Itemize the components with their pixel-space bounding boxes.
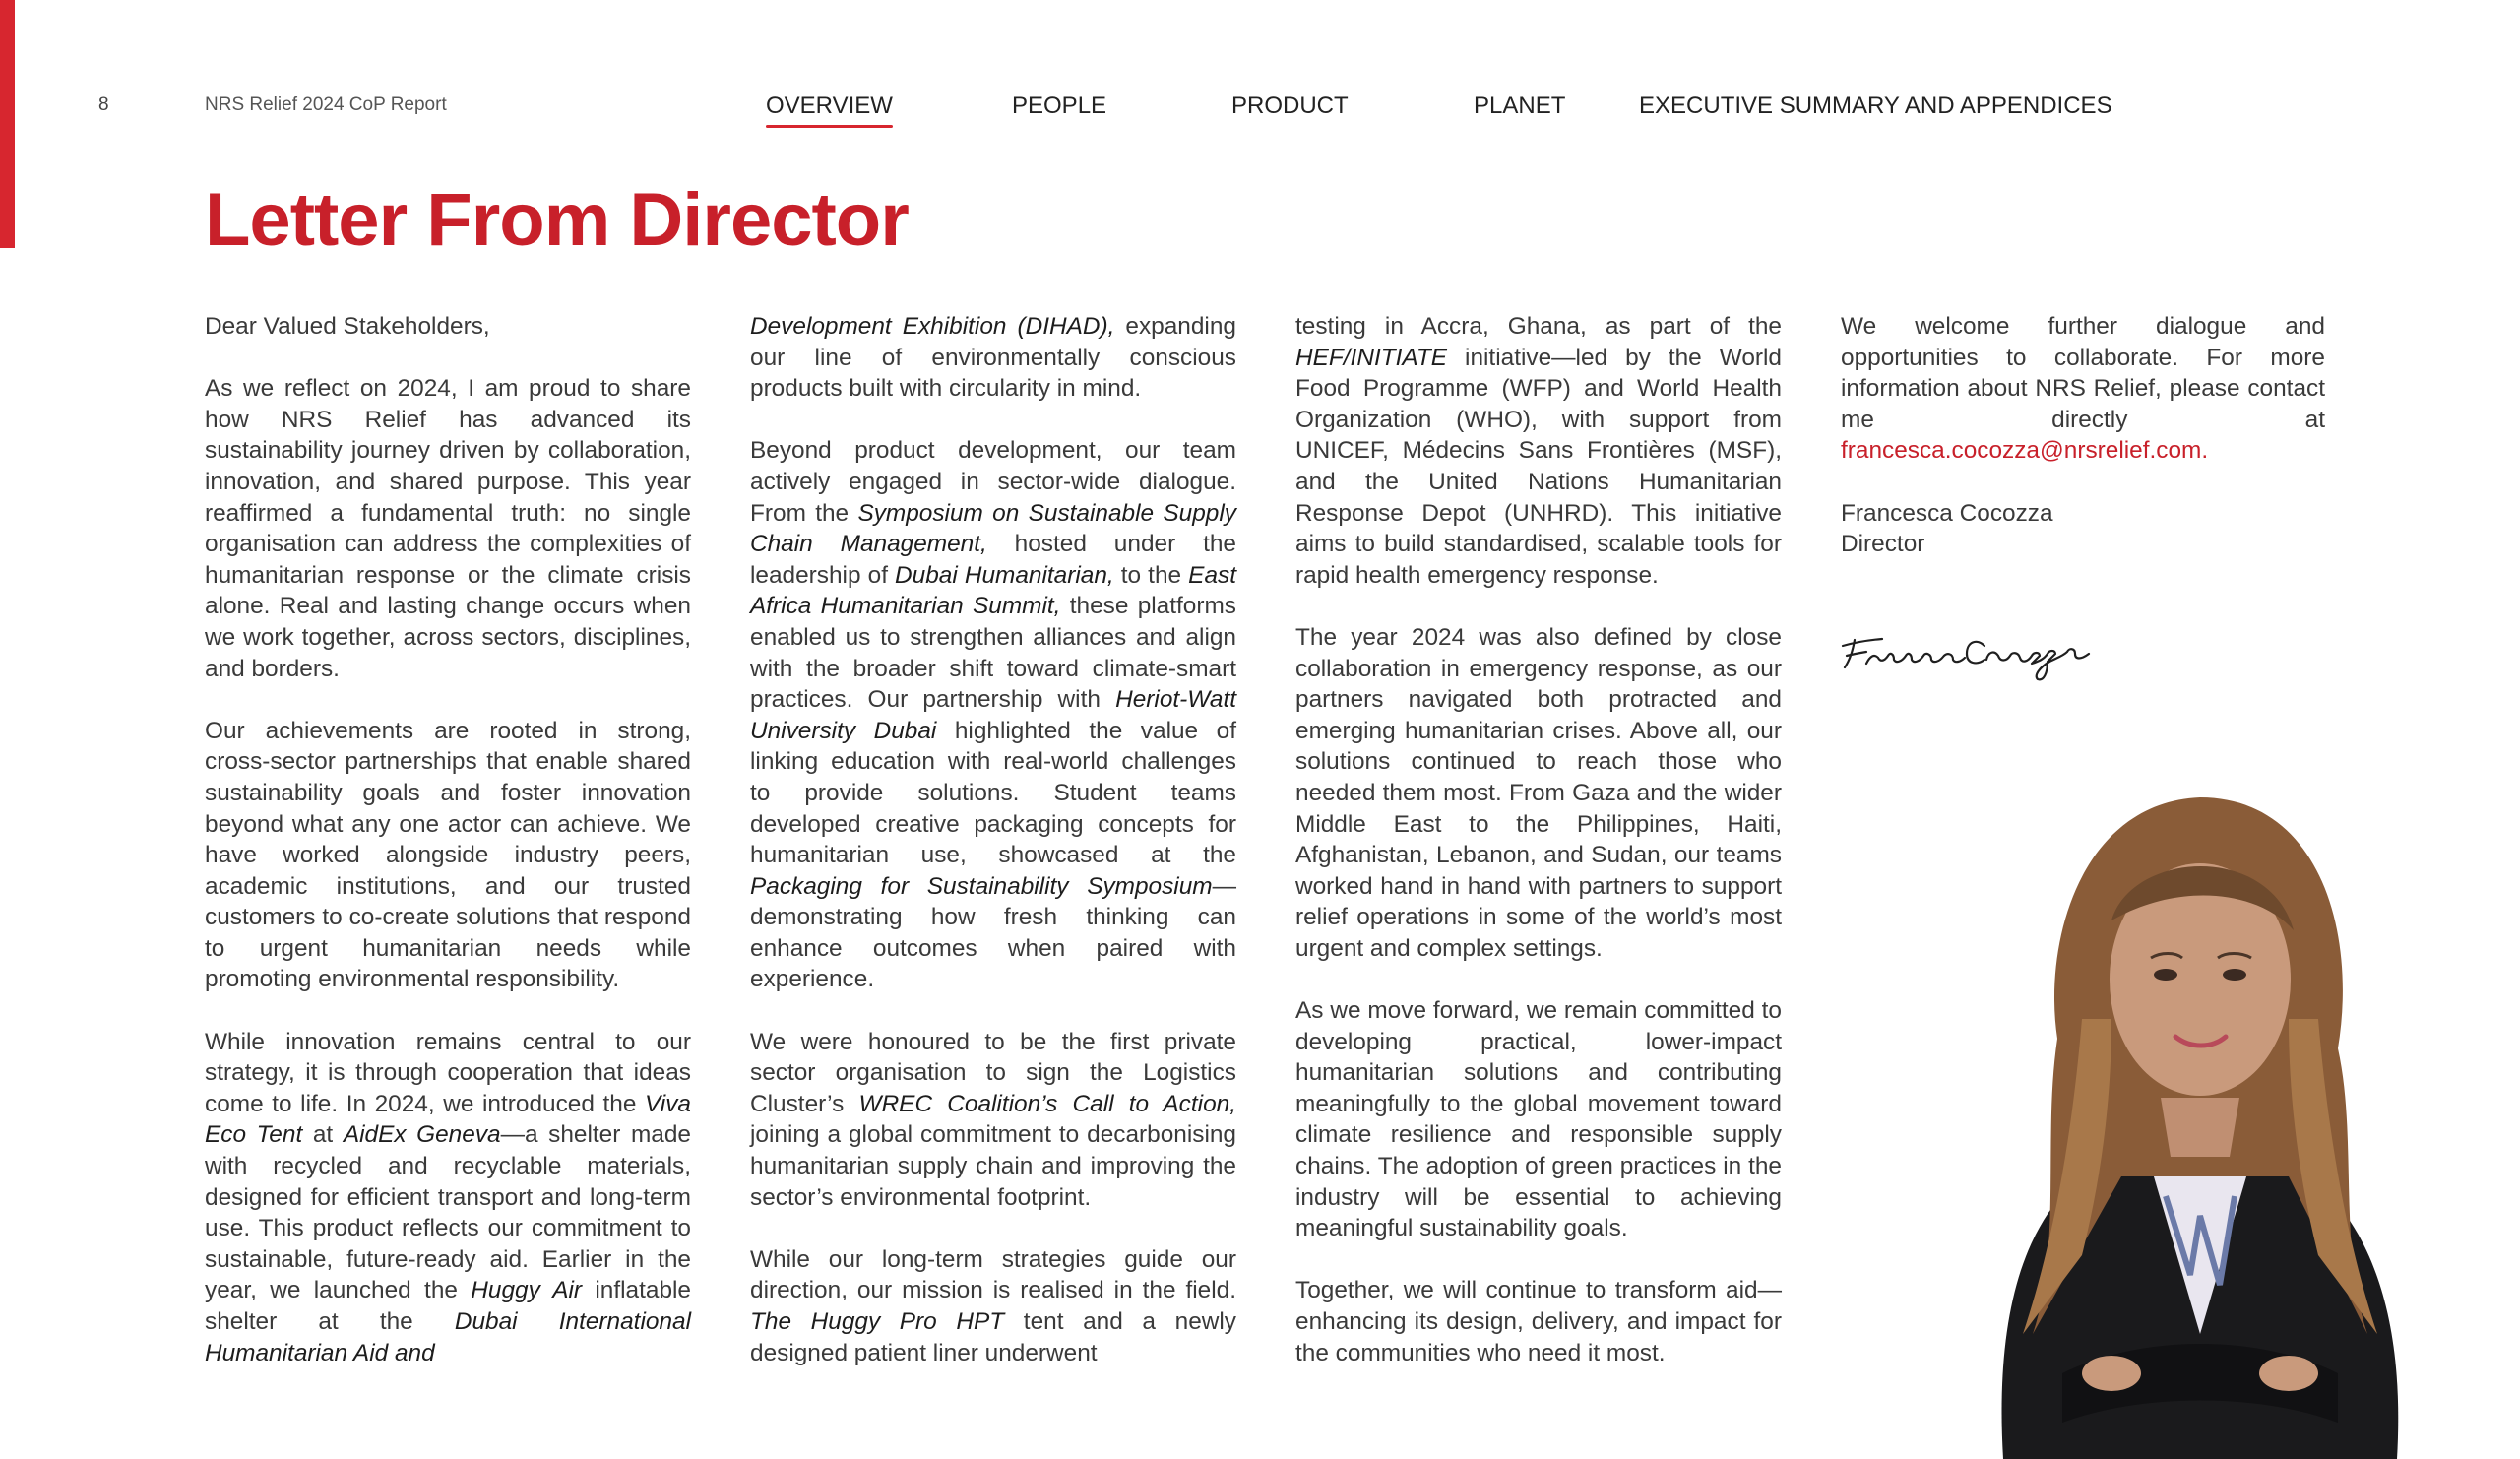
director-portrait <box>1964 783 2426 1459</box>
paragraph: Together, we will continue to transform aid—enhancing its design, delivery, and impact for the communities who need it most. <box>1295 1277 1782 1366</box>
letter-column-3 <box>1295 311 1782 1368</box>
nav-overview[interactable]: OVERVIEW <box>766 93 893 119</box>
paragraph: We were honoured to be the first private sector organisation to sign the Logistics Cluster’s WREC Coalition’s Call to Action, joining a global commitment to decarbonising humanitarian supply chain and improving the sector’s environmental footprint. <box>750 1028 1236 1211</box>
paragraph: testing in Accra, Ghana, as part of the HEF/INITIATE initiative—led by the World Food Programme (WFP) and World Health Organization (WHO), with support from UNICEF, Médecins Sans Frontières (MSF), and the United Nations Humanitarian Response Depot (UNHRD). This initiative aims to build standardised, scalable tools for rapid health emergency response. <box>1295 313 1782 589</box>
paragraph: Development Exhibition (DIHAD), expanding our line of environmentally conscious products built with circularity in mind. <box>750 313 1236 403</box>
letter-column-2 <box>750 311 1236 1368</box>
signature-block <box>1841 498 2325 560</box>
paragraph: Beyond product development, our team actively engaged in sector-wide dialogue. From the Symposium on Sustainable Supply Chain Management, hosted under the leadership of Dubai Humanitarian, to the East Africa Humanitarian Summit, these platforms enabled us to strengthen alliances and align with the broader shift toward climate-smart practices. Our partnership with Heriot-Watt University Dubai highlighted the value of linking education with real-world challenges to provide solutions. Student teams developed creative packaging concepts for humanitarian use, showcased at the Packaging for Sustainability Symposium—demonstrating how fresh thinking can enhance outcomes when paired with experience. <box>750 437 1236 993</box>
nav-planet[interactable]: PLANET <box>1474 93 1566 119</box>
letter-column-1 <box>205 311 691 1368</box>
paragraph: As we reflect on 2024, I am proud to share how NRS Relief has advanced its sustainability journey driven by collaboration, innovation, and shared purpose. This year reaffirmed a fundamental truth: no single organisation can address the complexities of humanitarian response or the climate crisis alone. Real and lasting change occurs when we work together, across sectors, disciplines, and borders. <box>205 375 691 682</box>
signatory-role: Director <box>1841 531 1925 558</box>
page-number: 8 <box>98 95 109 115</box>
paragraph: The year 2024 was also defined by close collaboration in emergency response, as our partners navigated both protracted and emerging humanitarian crises. Above all, our solutions continued to reach those who needed them most. From Gaza and the wider Middle East to the Philippines, Haiti, Afghanistan, Lebanon, and Sudan, our teams worked hand in hand with partners to support relief operations in some of the world’s most urgent and complex settings. <box>1295 623 1782 962</box>
paragraph: As we move forward, we remain committed to developing practical, lower-impact humanitarian solutions and contributing meaningfully to the global movement toward climate resilience and responsible supply chains. The adoption of green practices in the industry will be essential to achieving meaningful sustainability goals. <box>1295 997 1782 1242</box>
signatory-name: Francesca Cocozza <box>1841 499 2053 527</box>
greeting: Dear Valued Stakeholders, <box>205 313 490 340</box>
letter-column-4 <box>1841 311 2325 560</box>
paragraph: While innovation remains central to our strategy, it is through cooperation that ideas come to life. In 2024, we introduced the Viva Eco Tent at AidEx Geneva—a shelter made with recycled and recyclable materials, designed for efficient transport and long-term use. This product reflects our commitment to sustainable, future-ready aid. Earlier in the year, we launched the Huggy Air inflatable shelter at the Dubai International Humanitarian Aid and <box>205 1028 691 1366</box>
top-navigation <box>0 93 2520 132</box>
document-title: NRS Relief 2024 CoP Report <box>205 95 447 115</box>
nav-product[interactable]: PRODUCT <box>1231 93 1349 119</box>
paragraph: We welcome further dialogue and opportunities to collaborate. For more information about NRS Relief, please contact me directly at francesca.cocozza@nrsrelief.com. <box>1841 313 2325 465</box>
paragraph: Our achievements are rooted in strong, cross-sector partnerships that enable shared sustainability goals and foster innovation beyond what any one actor can achieve. We have worked alongside industry peers, academic institutions, and our trusted customers to co-create solutions that respond to urgent humanitarian needs while promoting environmental responsibility. <box>205 717 691 993</box>
page-heading: Letter From Director <box>205 178 909 262</box>
nav-people[interactable]: PEOPLE <box>1012 93 1107 119</box>
paragraph: While our long-term strategies guide our direction, our mission is realised in the field. The Huggy Pro HPT tent and a newly designed patient liner underwent <box>750 1245 1236 1366</box>
nav-executive-summary[interactable]: EXECUTIVE SUMMARY AND APPENDICES <box>1639 93 2112 119</box>
handwritten-signature <box>1837 603 2103 681</box>
email-link[interactable]: francesca.cocozza@nrsrelief.com. <box>1841 437 2209 465</box>
